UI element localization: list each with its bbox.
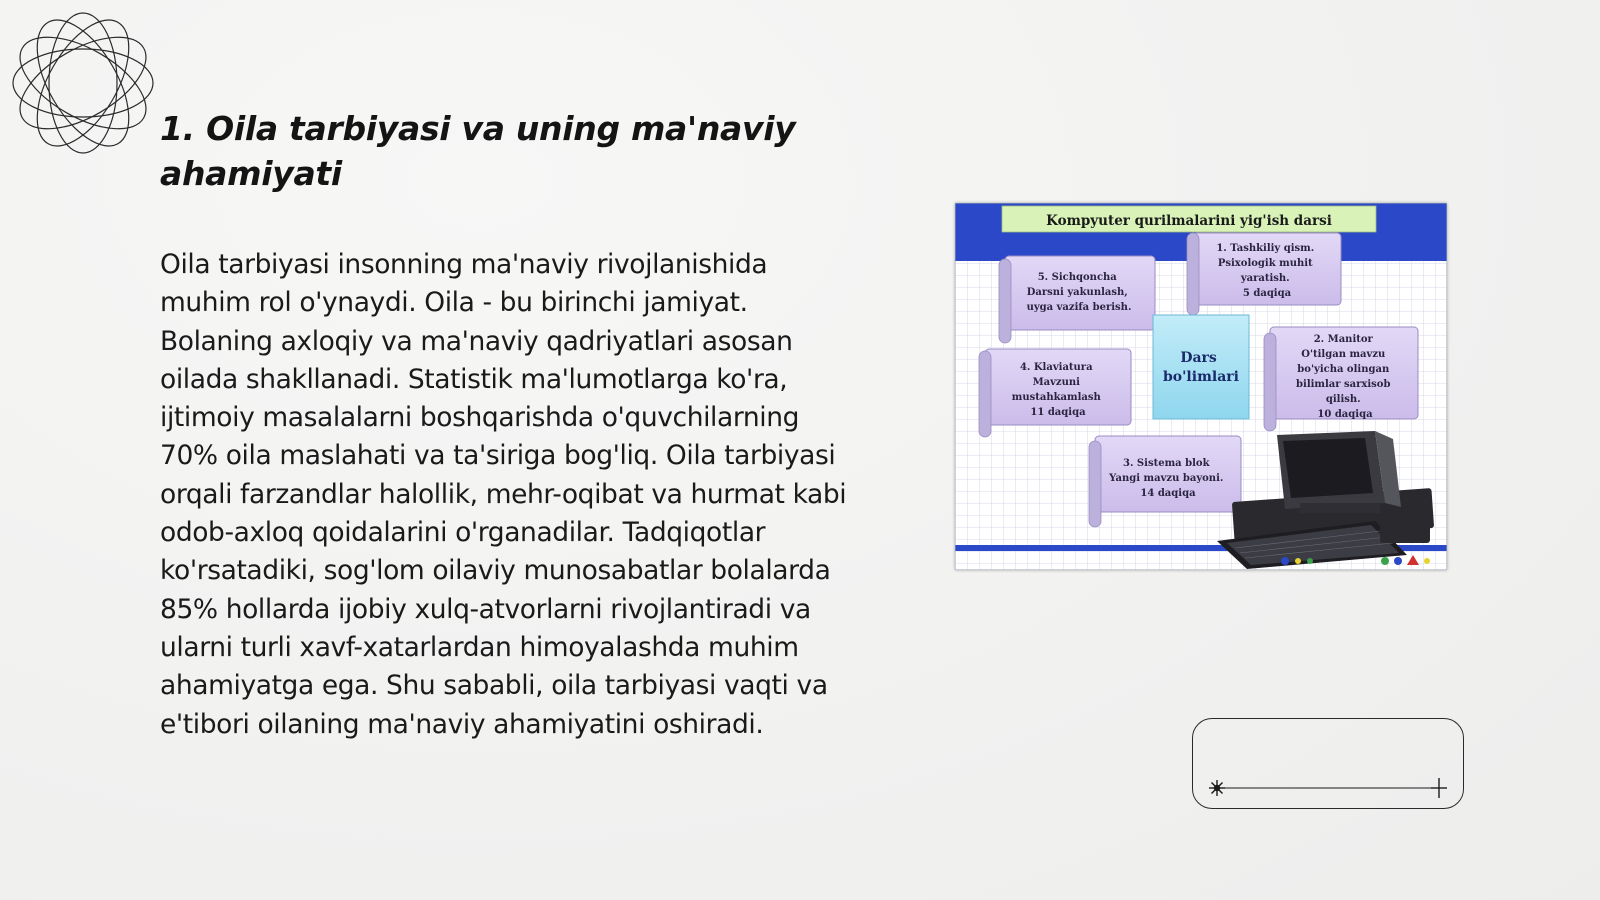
scroll-2-line-5: qilish. <box>1325 394 1361 405</box>
callout-box <box>1192 718 1464 809</box>
scroll-4-line-1: 4. Klaviatura <box>1019 362 1093 373</box>
scroll-3-line-3: 14 daqiqa <box>1140 488 1196 499</box>
scroll-5-line-1: 5. Sichqoncha <box>1037 272 1117 283</box>
scroll-2-line-4: bilimlar sarxisob <box>1296 379 1391 390</box>
scroll-1-line-4: 5 daqiqa <box>1242 288 1292 299</box>
scroll-1-line-3: yaratish. <box>1240 273 1290 284</box>
scroll-5-line-3: uyga vazifa berish. <box>1026 302 1132 313</box>
scroll-4-line-2: Mavzuni <box>1032 377 1080 388</box>
svg-text:5. Sichqoncha Darsni <box>1027 272 1132 313</box>
lesson-diagram-image <box>955 203 1447 570</box>
plus-icon <box>1431 778 1447 798</box>
scroll-2-line-1: 2. Manitor <box>1313 334 1373 345</box>
center-line-2: bo'limlari <box>1163 369 1239 385</box>
scroll-4-line-4: 11 daqiqa <box>1030 407 1086 418</box>
scroll-1-line-1: 1. Tashkiliy qism. <box>1216 243 1315 254</box>
slide-title: 1. Oila tarbiyasi va uning ma'naviy ahamiyati <box>160 109 796 193</box>
scroll-2-line-2: O'tilgan mavzu <box>1301 349 1386 360</box>
scroll-3-line-2: Yangi mavzu bayoni. <box>1109 473 1224 484</box>
scroll-3-line-1: 3. Sistema blok <box>1123 458 1210 469</box>
circle-pattern-icon <box>10 10 156 156</box>
scroll-2-line-6: 10 daqiqa <box>1317 409 1373 420</box>
body-paragraph: Oila tarbiyasi insonning ma'naviy rivojlanishida muhim rol o'ynaydi. Oila - bu birinchi jamiyat. Bolaning axloqiy va ma'naviy qadriyatlari asosan oilada shakllanadi. Statistik ma'lumotlarga ko'ra, ijtimoiy masalalarni boshqarishda o'quvchilarning 70% oila maslahati va ta'siriga bog'liq. Oila tarbiyasi orqali farzandlar halollik, mehr-oqibat va hurmat kabi odob-axloq qoidalarini o'rganadilar. Tadqiqotlar ko'rsatadiki, sog'lom oilaviy munosabatlar bolalarda 85% hollarda ijobiy xulq-atvorlarni rivojlantiradi va ularni turli xavf-xatarlardan himoyalashda muhim ahamiyatga ega. Shu sababli, oila tarbiyasi vaqti va e'tibori oilaning ma'naviy ahamiyatini oshiradi. <box>160 249 847 740</box>
scroll-1-line-2: Psixologik muhit <box>1217 258 1313 269</box>
scroll-4 <box>979 349 1131 437</box>
scroll-5 <box>999 256 1155 343</box>
center-line-1: Dars <box>1180 350 1217 366</box>
center-box <box>1153 315 1249 419</box>
scroll-2 <box>1264 327 1418 431</box>
scroll-1 <box>1187 233 1341 315</box>
scroll-5-line-2: Darsni yakunlash, <box>1026 287 1128 298</box>
diagram-header: Kompyuter qurilmalarini yig'ish darsi <box>1046 213 1332 229</box>
star-icon <box>1209 780 1225 796</box>
scroll-4-line-3: mustahkamlash <box>1011 392 1101 403</box>
scroll-2-line-3: bo'yicha olingan <box>1297 364 1390 375</box>
